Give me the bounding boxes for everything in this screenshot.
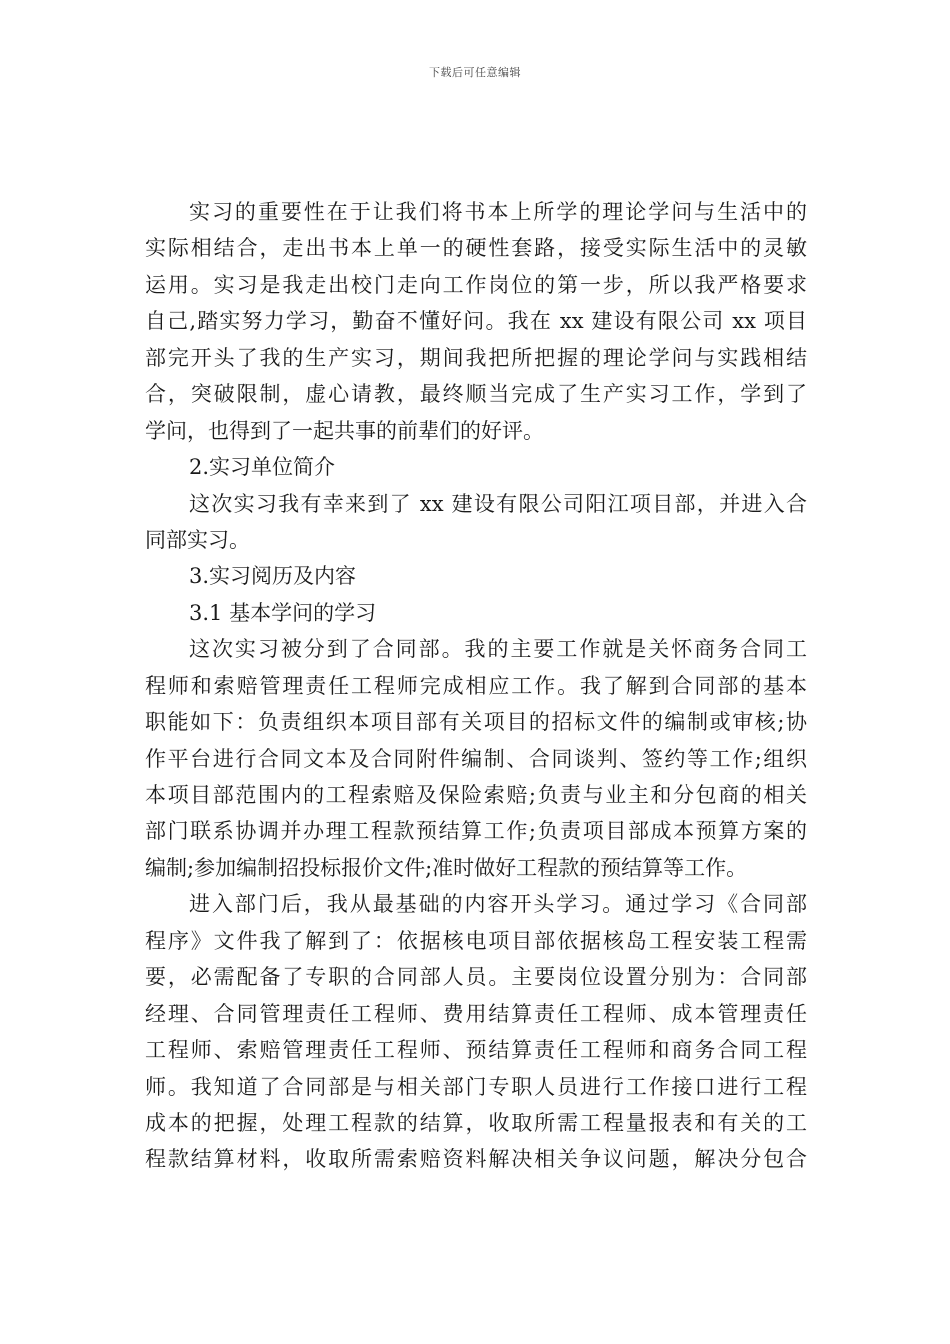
text-line: 作平台进行合同文本及合同附件编制、合同谈判、签约等工作;组织 bbox=[145, 746, 807, 771]
text-line: 学问，也得到了一起共事的前辈们的好评。 bbox=[145, 418, 544, 443]
text-line: 程款结算材料，收取所需索赔资料解决相关争议问题，解决分包合 bbox=[145, 1147, 807, 1172]
text-line: 编制;参加编制招投标报价文件;准时做好工程款的预结算等工作。 bbox=[145, 855, 748, 880]
text-line: 这次实习我有幸来到了 xx 建设有限公司阳江项目部，并进入合 bbox=[189, 491, 807, 516]
text-line: 3.实习阅历及内容 bbox=[189, 564, 357, 589]
text-line: 经理、合同管理责任工程师、费用结算责任工程师、成本管理责任 bbox=[145, 1001, 807, 1026]
text-line: 这次实习被分到了合同部。我的主要工作就是关怀商务合同工 bbox=[189, 637, 807, 662]
text-line: 3.1 基本学问的学习 bbox=[189, 600, 377, 625]
text-line: 同部实习。 bbox=[145, 527, 250, 552]
text-line: 合，突破限制，虚心请教，最终顺当完成了生产实习工作，学到了 bbox=[145, 382, 807, 407]
text-line: 进入部门后，我从最基础的内容开头学习。通过学习《合同部 bbox=[189, 892, 807, 917]
text-line: 自己,踏实努力学习，勤奋不懂好问。我在 xx 建设有限公司 xx 项目 bbox=[145, 309, 807, 334]
text-line: 程师和索赔管理责任工程师完成相应工作。我了解到合同部的基本 bbox=[145, 673, 807, 698]
text-line: 部门联系协调并办理工程款预结算工作;负责项目部成本预算方案的 bbox=[145, 819, 807, 844]
text-line: 工程师、索赔管理责任工程师、预结算责任工程师和商务合同工程 bbox=[145, 1038, 807, 1063]
text-line: 2.实习单位简介 bbox=[189, 455, 336, 480]
text-line: 师。我知道了合同部是与相关部门专职人员进行工作接口进行工程 bbox=[145, 1074, 807, 1099]
text-line: 运用。实习是我走出校门走向工作岗位的第一步，所以我严格要求 bbox=[145, 272, 807, 297]
page-header: 下载后可任意编辑 bbox=[429, 66, 521, 79]
text-line: 职能如下：负责组织本项目部有关项目的招标文件的编制或审核;协 bbox=[145, 710, 807, 735]
text-line: 本项目部范围内的工程索赔及保险索赔;负责与业主和分包商的相关 bbox=[145, 783, 807, 807]
body-text bbox=[145, 194, 807, 1178]
text-line: 成本的把握，处理工程款的结算，收取所需工程量报表和有关的工 bbox=[145, 1110, 807, 1135]
text-line: 实际相结合，走出书本上单一的硬性套路，接受实际生活中的灵敏 bbox=[145, 236, 807, 261]
text-line: 实习的重要性在于让我们将书本上所学的理论学问与生活中的 bbox=[189, 200, 807, 224]
text-line: 要，必需配备了专职的合同部人员。主要岗位设置分别为：合同部 bbox=[145, 965, 807, 990]
text-line: 程序》文件我了解到了：依据核电项目部依据核岛工程安装工程需 bbox=[145, 928, 807, 953]
text-line: 部完开头了我的生产实习，期间我把所把握的理论学问与实践相结 bbox=[145, 345, 807, 370]
